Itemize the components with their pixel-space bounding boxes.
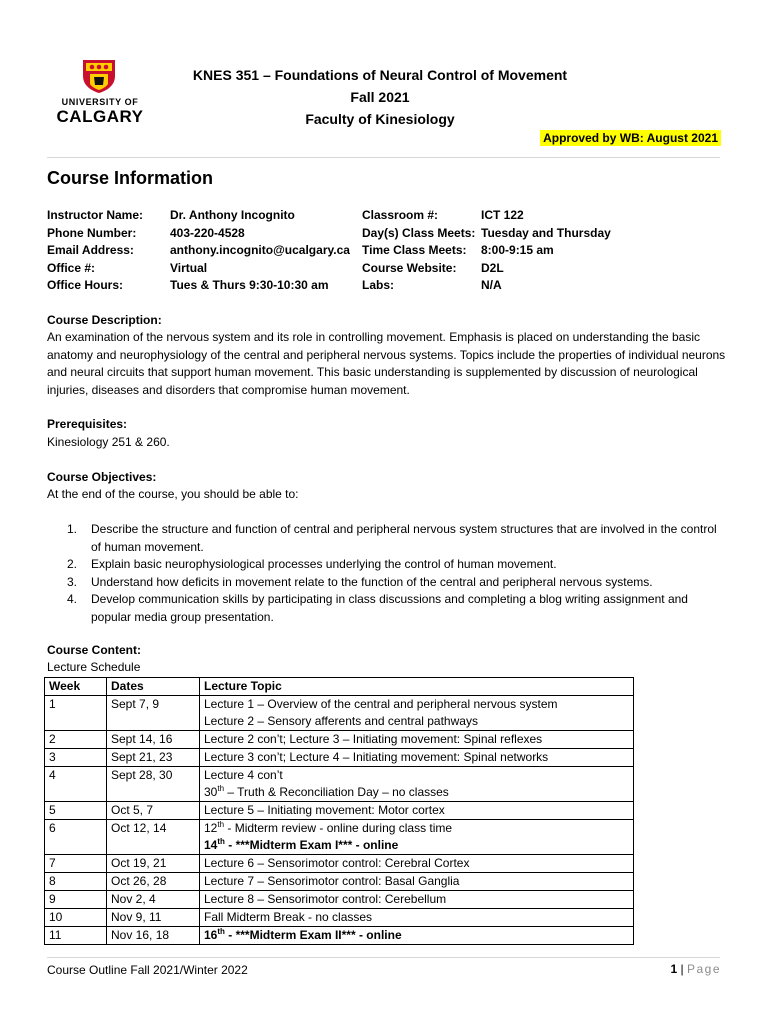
- info-value: ICT 122: [481, 208, 524, 222]
- table-row: [45, 855, 634, 873]
- table-row: [45, 749, 634, 767]
- table-row: [45, 820, 634, 855]
- topic-line: [204, 784, 629, 801]
- topic-line: [204, 909, 629, 926]
- table-row: [45, 731, 634, 749]
- info-values-right: [481, 207, 611, 295]
- cell-topic: [200, 767, 634, 802]
- table-header-row: [45, 678, 634, 696]
- objectives-heading: Course Objectives:: [47, 470, 157, 484]
- info-label: Office Hours:: [47, 278, 124, 292]
- topic-text: Lecture 8 – Sensorimotor control: Cerebellum: [204, 892, 447, 906]
- cell-week: 11: [45, 927, 107, 945]
- cell-topic: [200, 891, 634, 909]
- topic-text: Lecture 4 con’t: [204, 768, 283, 782]
- cell-week: 4: [45, 767, 107, 802]
- list-item: 4. Develop communication skills by participating in class discussions and completing a blog writing assignment and popular media group presentation.: [67, 592, 688, 624]
- topic-line: [204, 927, 629, 944]
- topic-line: [204, 837, 629, 854]
- table-row: [45, 909, 634, 927]
- cell-dates: Sept 14, 16: [107, 731, 200, 749]
- day-suffix: th: [217, 820, 225, 829]
- table-row: [45, 873, 634, 891]
- info-label: Course Website:: [362, 260, 457, 275]
- cell-dates: Oct 12, 14: [107, 820, 200, 855]
- cell-week: 2: [45, 731, 107, 749]
- info-value: Tues & Thurs 9:30-10:30 am: [170, 278, 329, 292]
- course-term: Fall 2021: [350, 89, 410, 105]
- table-row: [45, 802, 634, 820]
- info-value: D2L: [481, 260, 504, 275]
- info-value: N/A: [481, 278, 502, 292]
- page-word: Page: [686, 962, 721, 976]
- objectives-intro: At the end of the course, you should be able to:: [47, 487, 299, 501]
- info-labels-left: [47, 207, 143, 295]
- topic-text: – Truth & Reconciliation Day – no classes: [224, 785, 449, 799]
- cell-dates: Oct 5, 7: [107, 802, 200, 820]
- info-value: 403-220-4528: [170, 225, 245, 240]
- info-label: Day(s) Class Meets:: [362, 225, 476, 240]
- column-header-topic: Lecture Topic: [200, 678, 634, 696]
- day-suffix: th: [217, 837, 225, 846]
- day-number: 14: [204, 838, 218, 852]
- schedule-body: [45, 696, 634, 945]
- info-label: Phone Number:: [47, 225, 137, 240]
- cell-topic: [200, 731, 634, 749]
- list-item: 2. Explain basic neurophysiological processes underlying the control of human movement.: [67, 557, 557, 571]
- topic-line: [204, 820, 629, 837]
- info-labels-right: [362, 207, 475, 295]
- day-suffix: th: [217, 927, 225, 936]
- approval-badge: Approved by WB: August 2021: [540, 130, 721, 146]
- topic-text: - ***Midterm Exam I*** - online: [224, 838, 399, 852]
- page-num: 1: [670, 962, 678, 976]
- cell-topic: [200, 855, 634, 873]
- info-label: Classroom #:: [362, 208, 439, 222]
- info-label: Office #:: [47, 260, 96, 275]
- cell-dates: Sept 21, 23: [107, 749, 200, 767]
- info-value: Dr. Anthony Incognito: [170, 208, 295, 222]
- cell-topic: [200, 909, 634, 927]
- list-item: 1. Describe the structure and function of central and peripheral nervous system structures that are involved in the control of human movement.: [67, 522, 717, 554]
- topic-line: [204, 767, 629, 784]
- topic-line: [204, 696, 629, 713]
- schedule-label: Lecture Schedule: [47, 660, 141, 674]
- info-label: Time Class Meets:: [362, 243, 467, 257]
- logo-text-calgary: CALGARY: [56, 107, 144, 126]
- topic-text: - Midterm review - online during class time: [224, 821, 453, 835]
- topic-text: Lecture 1 – Overview of the central and peripheral nervous system: [204, 697, 558, 711]
- cell-topic: [200, 749, 634, 767]
- page-sep: |: [677, 962, 687, 976]
- content-heading: Course Content:: [47, 643, 141, 657]
- topic-line: [204, 713, 629, 730]
- cell-topic: [200, 820, 634, 855]
- topic-line: [204, 749, 629, 766]
- page-number: [670, 962, 721, 976]
- info-label: Labs:: [362, 278, 395, 292]
- cell-dates: Sept 28, 30: [107, 767, 200, 802]
- info-values-left: [170, 207, 350, 295]
- cell-week: 6: [45, 820, 107, 855]
- footer-divider: [47, 957, 720, 958]
- table-row: [45, 696, 634, 731]
- topic-text: Lecture 3 con’t; Lecture 4 – Initiating movement: Spinal networks: [204, 750, 549, 764]
- cell-week: 5: [45, 802, 107, 820]
- cell-dates: Nov 9, 11: [107, 909, 200, 927]
- description-heading: Course Description:: [47, 313, 162, 327]
- column-header-week: Week: [45, 678, 107, 696]
- cell-dates: Nov 16, 18: [107, 927, 200, 945]
- topic-text: Lecture 7 – Sensorimotor control: Basal Ganglia: [204, 874, 460, 888]
- course-faculty: Faculty of Kinesiology: [305, 111, 455, 127]
- cell-week: 10: [45, 909, 107, 927]
- university-logo: [52, 58, 148, 128]
- crest-icon: [82, 58, 116, 94]
- info-label: Email Address:: [47, 243, 134, 257]
- topic-line: [204, 802, 629, 819]
- cell-topic: [200, 802, 634, 820]
- cell-dates: Nov 2, 4: [107, 891, 200, 909]
- description-text: An examination of the nervous system and its role in controlling movement. Emphasis is placed on understanding the basic anatomy and neurophysiology of the central and peripheral nervous systems. Topics include the properties of individual neurons and neural circuits that support human movement. This basic understanding is supplemented by discussion of neurological injuries, diseases and disorders that compromise human movement.: [47, 330, 726, 397]
- table-row: [45, 927, 634, 945]
- header-divider: [47, 157, 720, 158]
- topic-text: Lecture 2 – Sensory afferents and central pathways: [204, 714, 478, 728]
- objectives-list: [47, 521, 727, 626]
- topic-text: Fall Midterm Break - no classes: [204, 910, 373, 924]
- cell-week: 9: [45, 891, 107, 909]
- footer-text: Course Outline Fall 2021/Winter 2022: [47, 963, 248, 977]
- info-value: Virtual: [170, 260, 208, 275]
- topic-text: - ***Midterm Exam II*** - online: [224, 928, 402, 942]
- topic-line: [204, 855, 629, 872]
- topic-line: [204, 731, 629, 748]
- cell-topic: [200, 873, 634, 891]
- info-value: anthony.incognito@ucalgary.ca: [170, 243, 350, 257]
- day-number: 16: [204, 928, 218, 942]
- logo-text-university: UNIVERSITY OF: [61, 97, 139, 107]
- cell-dates: Oct 19, 21: [107, 855, 200, 873]
- cell-week: 7: [45, 855, 107, 873]
- info-value: 8:00-9:15 am: [481, 243, 554, 257]
- table-row: [45, 891, 634, 909]
- topic-text: Lecture 2 con’t; Lecture 3 – Initiating movement: Spinal reflexes: [204, 732, 543, 746]
- cell-week: 3: [45, 749, 107, 767]
- day-number: 30: [204, 785, 218, 799]
- day-suffix: th: [217, 784, 225, 793]
- cell-dates: Oct 26, 28: [107, 873, 200, 891]
- list-item: 3. Understand how deficits in movement relate to the function of the central and peripheral nervous systems.: [67, 574, 653, 589]
- cell-week: 8: [45, 873, 107, 891]
- table-row: [45, 767, 634, 802]
- info-value: Tuesday and Thursday: [481, 225, 611, 240]
- prereq-text: Kinesiology 251 & 260.: [47, 435, 170, 449]
- cell-week: 1: [45, 696, 107, 731]
- info-label: Instructor Name:: [47, 208, 144, 222]
- prereq-heading: Prerequisites:: [47, 417, 128, 431]
- day-number: 12: [204, 821, 218, 835]
- cell-topic: [200, 696, 634, 731]
- topic-text: Lecture 5 – Initiating movement: Motor cortex: [204, 803, 445, 817]
- column-header-dates: Dates: [107, 678, 200, 696]
- topic-line: [204, 873, 629, 890]
- cell-topic: [200, 927, 634, 945]
- section-title: Course Information: [47, 168, 214, 188]
- topic-line: [204, 891, 629, 908]
- cell-dates: Sept 7, 9: [107, 696, 200, 731]
- topic-text: Lecture 6 – Sensorimotor control: Cerebral Cortex: [204, 856, 470, 870]
- lecture-schedule-table: [44, 677, 634, 945]
- course-title: KNES 351 – Foundations of Neural Control of Movement: [192, 67, 568, 83]
